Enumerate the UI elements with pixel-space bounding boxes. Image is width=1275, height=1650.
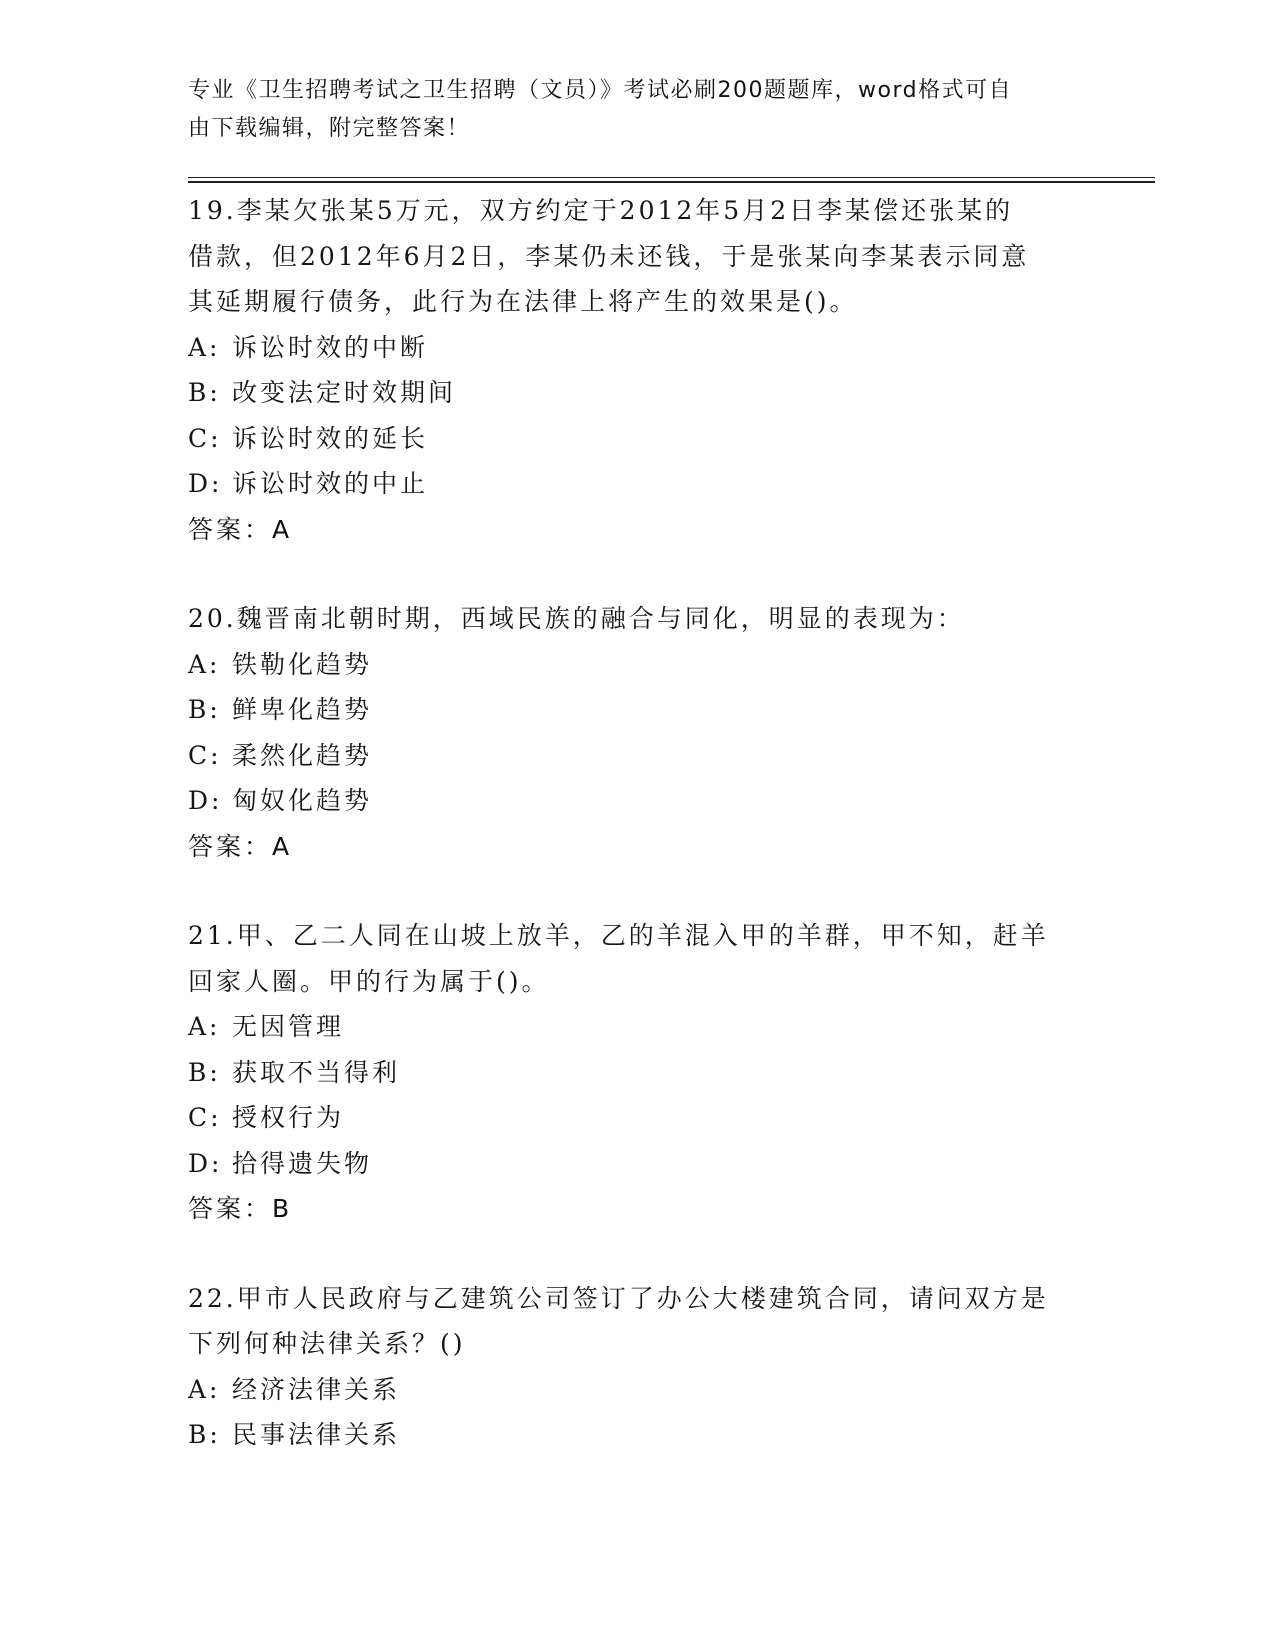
header-rule-thin: [188, 177, 1155, 178]
option-a: [188, 1367, 1088, 1413]
option-text: 拾得遗失物: [232, 1148, 373, 1178]
option-b: [188, 370, 1088, 416]
header-line-1: 专业《卫生招聘考试之卫生招聘（文员）》考试必刷200题题库，word格式可自: [188, 78, 1013, 103]
option-letter: D:: [188, 786, 223, 815]
option-letter: C:: [188, 740, 222, 770]
option-letter: B:: [188, 378, 221, 407]
option-c: [188, 733, 1088, 779]
option-b: [188, 1050, 1088, 1096]
option-d: [188, 778, 1088, 824]
answer-line: 答案：B: [188, 1194, 293, 1223]
option-letter: B:: [188, 695, 221, 724]
option-text: 民事法律关系: [232, 1420, 401, 1449]
option-letter: A:: [188, 649, 221, 679]
option-a: [188, 1004, 1088, 1050]
option-letter: D:: [188, 469, 223, 498]
option-c: [188, 1095, 1088, 1141]
question-spacer: [188, 552, 1088, 596]
option-b: [188, 1412, 1088, 1458]
question-19: [188, 188, 1088, 552]
option-letter: A:: [188, 1374, 221, 1404]
question-stem-line: 下列何种法律关系？(): [188, 1329, 466, 1358]
option-c: [188, 416, 1088, 462]
option-text: 无因管理: [232, 1012, 345, 1041]
option-text: 诉讼时效的中止: [232, 469, 429, 498]
question-22: [188, 1276, 1088, 1458]
option-text: 鲜卑化趋势: [232, 695, 373, 724]
question-stem-line: 其延期履行债务，此行为在法律上将产生的效果是()。: [188, 287, 858, 316]
question-stem-line: 22.甲市人民政府与乙建筑公司签订了办公大楼建筑合同，请问双方是: [188, 1283, 1049, 1313]
header-rule-thick: [188, 181, 1155, 183]
option-d: [188, 461, 1088, 507]
option-text: 匈奴化趋势: [232, 786, 373, 815]
question-21: [188, 913, 1088, 1232]
option-letter: B:: [188, 1420, 221, 1449]
question-spacer: [188, 869, 1088, 913]
question-stem-line: 19.李某欠张某5万元，双方约定于2012年5月2日李某偿还张某的: [188, 196, 1014, 225]
question-spacer: [188, 1232, 1088, 1276]
option-letter: A:: [188, 1012, 221, 1041]
option-letter: B:: [188, 1057, 221, 1087]
question-stem-line: 回家人圈。甲的行为属于()。: [188, 966, 550, 996]
question-list: [188, 188, 1088, 1458]
option-letter: D:: [188, 1148, 223, 1178]
question-stem-line: 20.魏晋南北朝时期，西域民族的融合与同化，明显的表现为：: [188, 604, 965, 633]
option-text: 经济法律关系: [232, 1374, 401, 1404]
option-a: [188, 325, 1088, 371]
option-text: 诉讼时效的中断: [232, 332, 429, 362]
question-stem-line: 21.甲、乙二人同在山坡上放羊，乙的羊混入甲的羊群，甲不知，赶羊: [188, 921, 1049, 950]
option-b: [188, 687, 1088, 733]
document-header: [188, 72, 1068, 148]
option-text: 诉讼时效的延长: [232, 423, 429, 453]
option-d: [188, 1141, 1088, 1187]
option-text: 柔然化趋势: [232, 740, 373, 770]
option-text: 授权行为: [232, 1103, 345, 1132]
question-stem-line: 借款，但2012年6月2日，李某仍未还钱，于是张某向李某表示同意: [188, 241, 1030, 271]
option-letter: C:: [188, 423, 222, 453]
option-text: 获取不当得利: [232, 1057, 401, 1087]
answer-line: 答案：A: [188, 831, 293, 861]
option-letter: A:: [188, 332, 221, 362]
option-text: 铁勒化趋势: [232, 649, 373, 679]
answer-line: 答案：A: [188, 514, 293, 544]
option-text: 改变法定时效期间: [232, 378, 457, 407]
question-20: [188, 596, 1088, 869]
option-a: [188, 642, 1088, 688]
option-letter: C:: [188, 1103, 222, 1132]
header-line-2: 由下载编辑，附完整答案！: [188, 116, 471, 141]
